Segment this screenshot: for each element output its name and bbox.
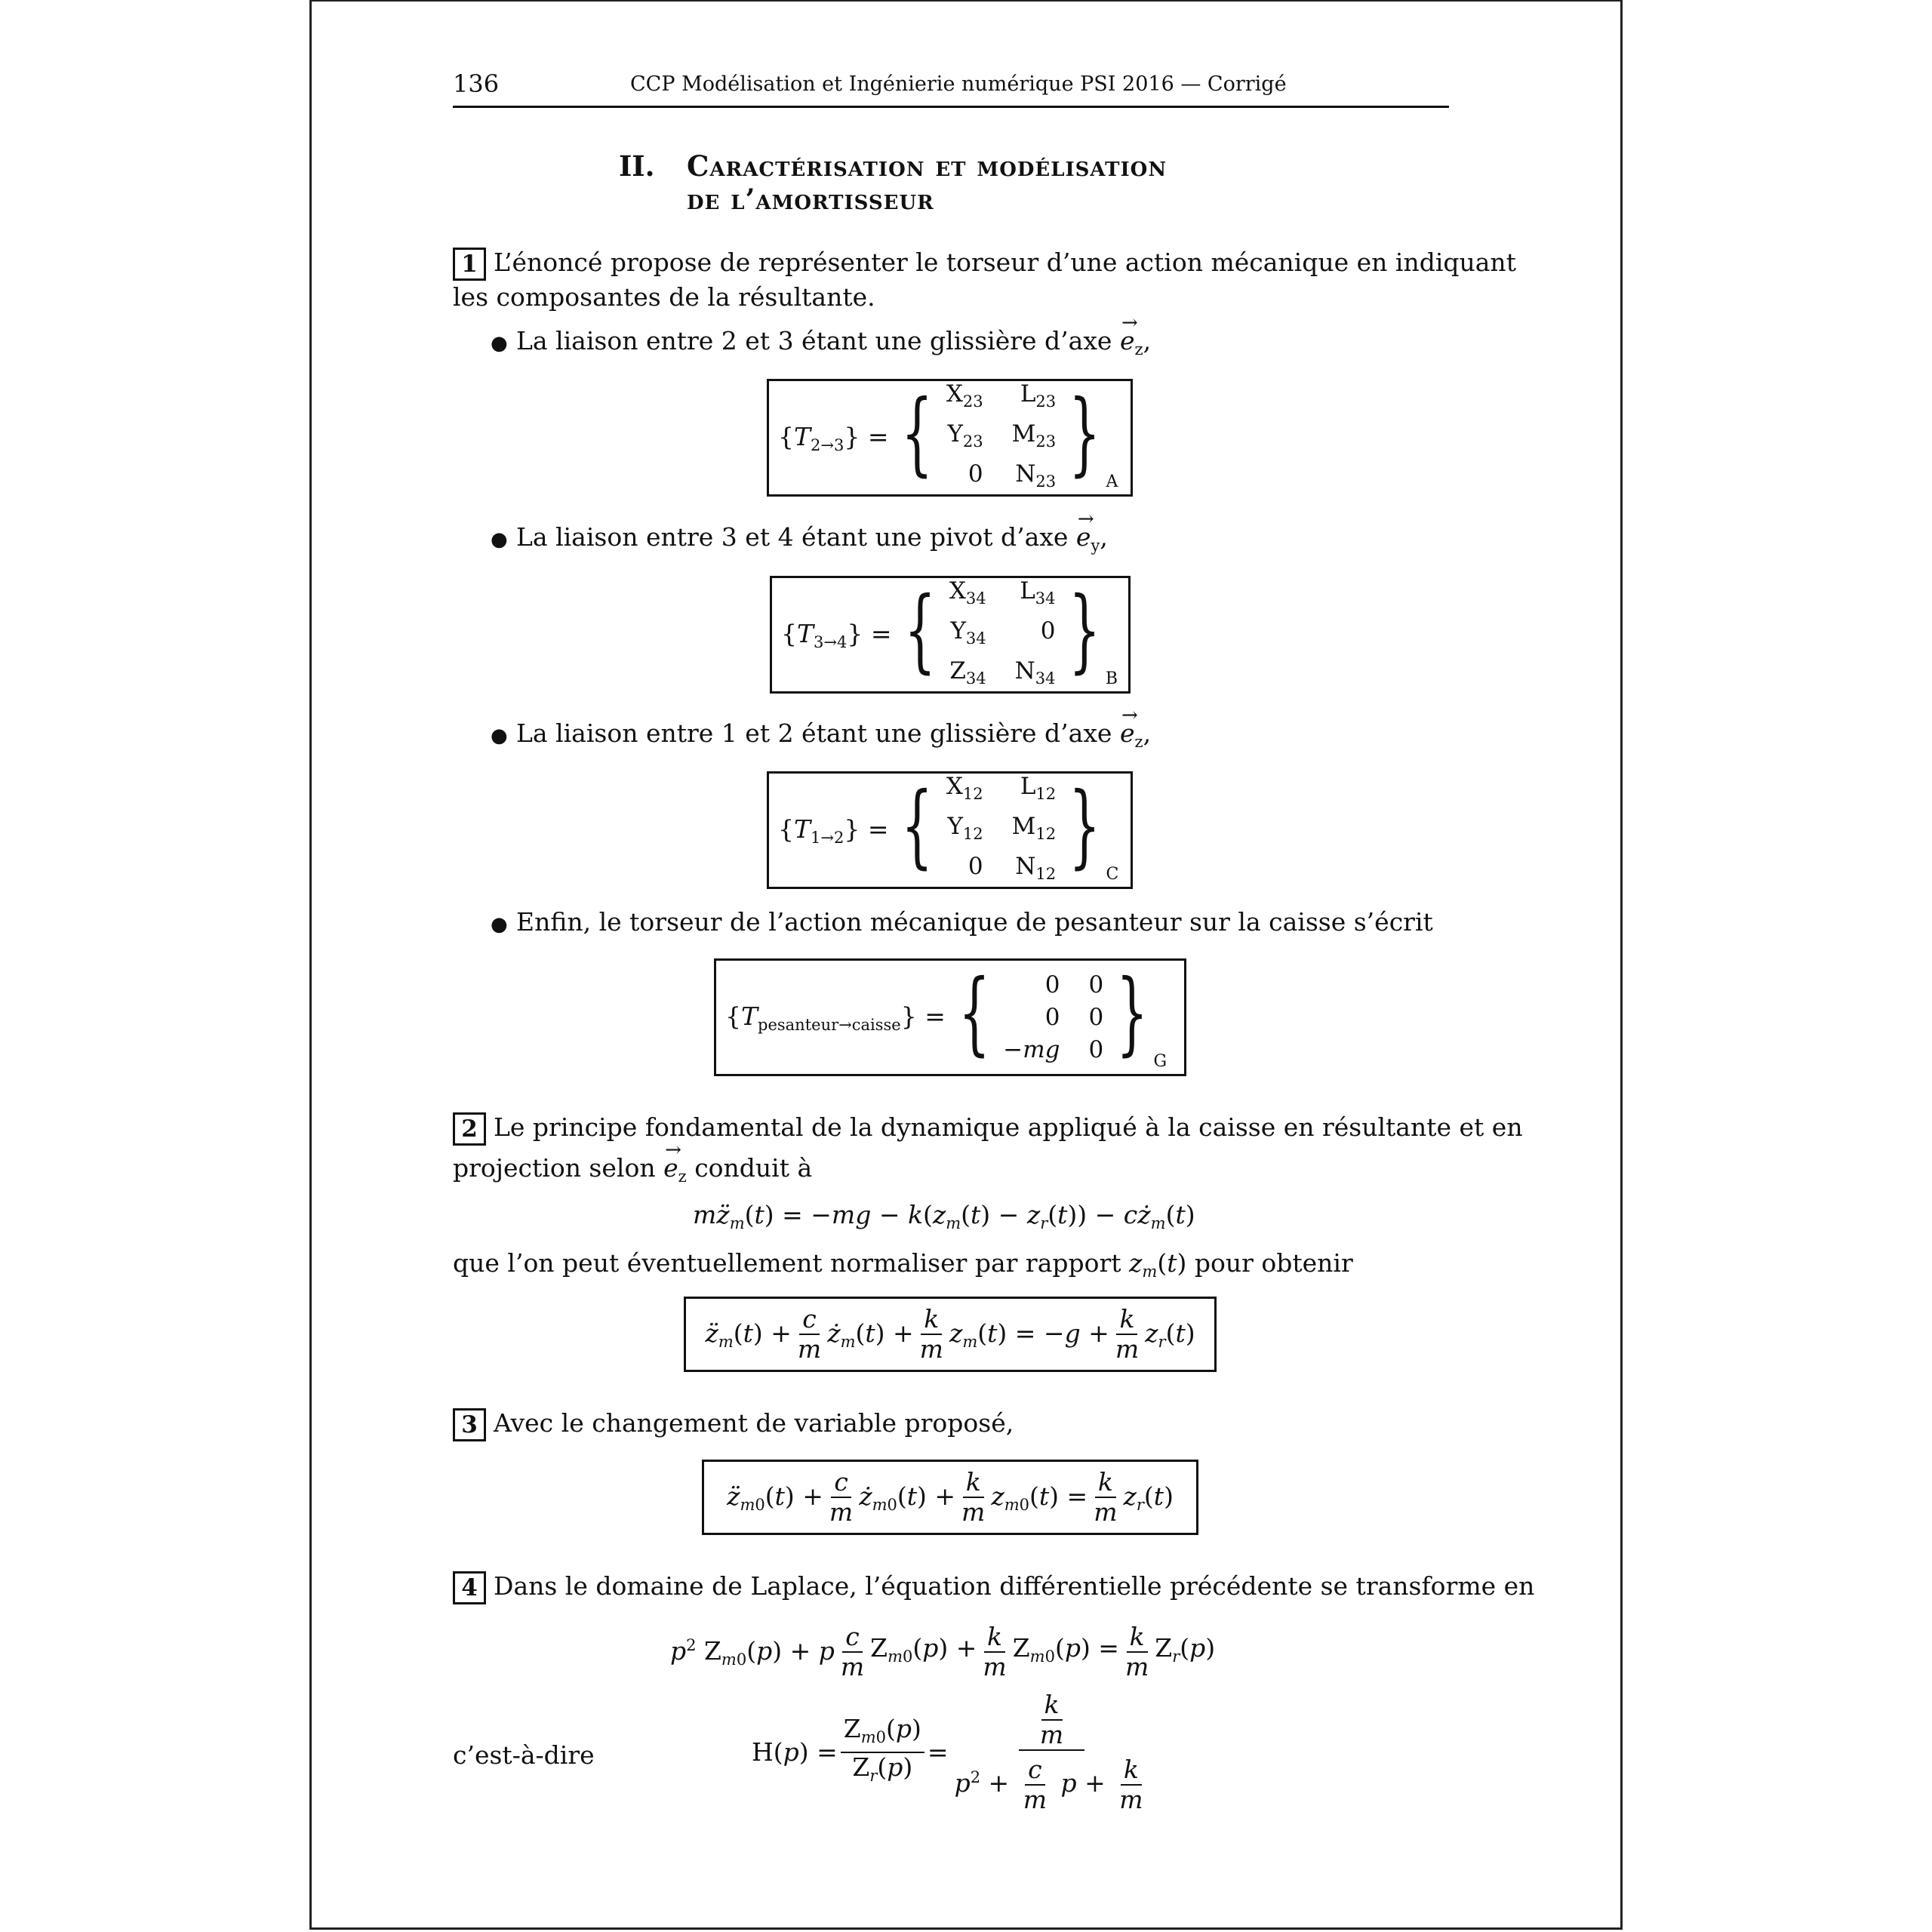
q1-bullet2: ● La liaison entre 3 et 4 étant une pivot d’axe → $e_y$, — [491, 521, 1108, 562]
cell: 0 — [1088, 1003, 1104, 1031]
cell: $L_{34}$ — [1020, 577, 1056, 608]
question-number-box: 4 — [453, 1571, 486, 1604]
cell: $Y_{23}$ — [947, 420, 983, 451]
fraction: $\frac{k}{m}$ — [983, 1622, 1007, 1681]
cell: 0 — [1040, 617, 1056, 645]
left-brace: { — [901, 774, 934, 878]
torseur-lhs: $\{T_{2\to 3}\}$ = — [778, 421, 889, 454]
bullet-icon: ● — [491, 913, 508, 936]
fraction: $\frac{Z_{m0}(p)}{Z_r(p)}$ — [841, 1715, 924, 1790]
vector-ez: → $e_z$ — [1120, 325, 1143, 366]
section-title-line1: Caractérisation et modélisation — [687, 149, 1168, 183]
section-number: II. — [619, 149, 655, 183]
cell: 0 — [968, 852, 983, 880]
section-title — [619, 149, 1167, 216]
cell: $Z_{34}$ — [949, 657, 986, 688]
transfer-fraction: $\frac{k}{m}$ $p^2$ + $\frac{c}{m}$ p + $\frac{k}{m}$ — [954, 1690, 1143, 1814]
q1-bullet3: ● La liaison entre 1 et 2 étant une glissière d’axe → $e_z$, — [491, 717, 1151, 758]
bullet-text: La liaison entre 1 et 2 étant une glissière d’axe — [516, 718, 1112, 748]
q4-line2: c’est-à-dire — [453, 1740, 595, 1770]
bullet-icon: ● — [491, 332, 508, 355]
cell: $N_{23}$ — [1015, 460, 1057, 491]
left-brace: { — [904, 578, 937, 683]
fraction: $\frac{c}{m}$ — [797, 1304, 822, 1364]
q4-equation-2: H(p) = $\frac{Z_{m0}(p)}{Z_r(p)}$ = $\frac{k}{m}$ $p^2$ + $\frac{c}{m}$ p + $\frac{k}{m}$ — [752, 1690, 1155, 1814]
right-brace: } — [1069, 774, 1101, 878]
cell: $M_{23}$ — [1011, 420, 1057, 451]
fraction: $\frac{k}{m}$ — [1115, 1304, 1140, 1364]
torseur-matrix — [946, 378, 1056, 498]
cell: $Y_{34}$ — [950, 617, 986, 648]
cell: $X_{12}$ — [946, 772, 983, 803]
q3-paragraph — [453, 1407, 1014, 1441]
q2-paragraph — [453, 1111, 1523, 1193]
cell: 0 — [1088, 1035, 1104, 1063]
q2-equation-1: $mz̈_m(t) = -mg - k(z_m(t) - z_r(t))$ − $cż_m(t)$ — [693, 1200, 1195, 1232]
right-brace: } — [1068, 578, 1100, 683]
q4-paragraph — [453, 1570, 1534, 1604]
reduction-point: A — [1106, 472, 1118, 491]
torseur-matrix — [949, 575, 1056, 695]
reduction-point: B — [1105, 669, 1118, 688]
torseur-3-4 — [770, 576, 1131, 694]
fraction: $\frac{k}{m}$ — [919, 1304, 943, 1364]
torseur-lhs: $\{T_{pesanteur\to caisse}\}$ = — [725, 1001, 946, 1034]
left-brace: { — [958, 961, 991, 1066]
fraction: $\frac{c}{m}$ — [829, 1467, 854, 1527]
q1-paragraph — [453, 246, 1516, 314]
q4-line1: Dans le domaine de Laplace, l’équation différentielle précédente se transforme en — [494, 1571, 1535, 1601]
cell: $L_{12}$ — [1020, 772, 1057, 803]
bullet-text: La liaison entre 2 et 3 étant une glissière d’axe — [516, 326, 1112, 355]
vector-ey: → $e_y$ — [1076, 521, 1100, 562]
q2-line2b: conduit à — [694, 1153, 813, 1183]
q4-equation-1: $p^2$ $Z_{m0}(p) + p$ $\frac{c}{m}$ $Z_{m0}(p)$ + $\frac{k}{m}$ $Z_{m0}(p)$ = $\frac{k}{m}$ $Z_r(p)$ — [670, 1622, 1216, 1681]
cell: $N_{12}$ — [1015, 852, 1057, 883]
torseur-lhs: $\{T_{3\to 4}\}$ = — [781, 618, 892, 651]
q1-line2: les composantes de la résultante. — [453, 282, 875, 312]
fraction: $\frac{c}{m}$ — [840, 1622, 865, 1681]
bullet-icon: ● — [491, 528, 508, 551]
cell: −mg — [1003, 1035, 1060, 1063]
q3-line1: Avec le changement de variable proposé, — [494, 1408, 1014, 1438]
cell: $M_{12}$ — [1011, 812, 1057, 843]
vector-ez: → $e_z$ — [1120, 717, 1143, 758]
q3-equation: $z̈_{m0}(t)$ + $\frac{c}{m}$ $ż_{m0}(t)$ + $\frac{k}{m}$ $z_{m0}(t)$ = $\frac{k}{m}$ $z_r(t)$ — [702, 1460, 1198, 1535]
fraction: $\frac{k}{m}$ — [1094, 1467, 1118, 1527]
bullet-text: Enfin, le torseur de l’action mécanique de pesanteur sur la caisse s’écrit — [516, 907, 1433, 937]
q2-equation-2: $z̈_m(t)$ + $\frac{c}{m}$ $ż_m(t)$ + $\frac{k}{m}$ $z_m(t) = -g$ + $\frac{k}{m}$ $z_r(t)$ — [684, 1297, 1217, 1372]
cell: $L_{23}$ — [1020, 380, 1057, 411]
cell: $N_{34}$ — [1014, 657, 1056, 688]
torseur-1-2 — [767, 771, 1133, 889]
question-number-box: 3 — [453, 1408, 486, 1441]
vector-ez: → $e_z$ — [663, 1152, 687, 1193]
cell: $Y_{12}$ — [947, 812, 983, 843]
q2-line2a: projection selon — [453, 1153, 656, 1183]
torseur-pesanteur — [714, 958, 1186, 1076]
left-brace: { — [901, 381, 934, 486]
running-header — [453, 69, 1449, 108]
cell: $X_{23}$ — [946, 380, 983, 411]
reduction-point: C — [1106, 865, 1119, 884]
torseur-matrix — [1003, 969, 1103, 1066]
running-title: CCP Modélisation et Ingénierie numérique PSI 2016 — Corrigé — [630, 72, 1287, 96]
cell: 0 — [968, 460, 983, 488]
reduction-point: G — [1153, 1052, 1168, 1071]
q1-bullet4 — [491, 906, 1433, 941]
bullet-text: La liaison entre 3 et 4 étant une pivot d’axe — [516, 522, 1069, 552]
cell: 0 — [1044, 971, 1060, 998]
q1-line1: L’énoncé propose de représenter le torseur d’une action mécanique en indiquant — [494, 248, 1516, 277]
q1-bullet1: ● La liaison entre 2 et 3 étant une glissière d’axe → $e_z$, — [491, 325, 1151, 366]
torseur-matrix — [946, 771, 1056, 891]
cell: 0 — [1044, 1003, 1060, 1031]
cell: 0 — [1088, 971, 1104, 998]
cell: $X_{34}$ — [949, 577, 986, 608]
q2-line1: Le principe fondamental de la dynamique appliqué à la caisse en résultante et en — [494, 1112, 1523, 1142]
question-number-box: 2 — [453, 1112, 486, 1146]
fraction: $\frac{k}{m}$ — [961, 1467, 986, 1527]
section-title-line2: de l’amortisseur — [687, 183, 934, 216]
right-brace: } — [1116, 961, 1149, 1066]
right-brace: } — [1069, 381, 1101, 486]
fraction: $\frac{k}{m}$ — [1124, 1622, 1149, 1681]
q2-line3: que l’on peut éventuellement normaliser par rapport $z_m(t)$ pour obtenir — [453, 1248, 1353, 1281]
torseur-2-3 — [767, 379, 1133, 497]
question-number-box: 1 — [453, 248, 486, 281]
bullet-icon: ● — [491, 724, 508, 747]
page-number: 136 — [453, 69, 500, 98]
torseur-lhs: $\{T_{1\to 2}\}$ = — [778, 814, 889, 847]
